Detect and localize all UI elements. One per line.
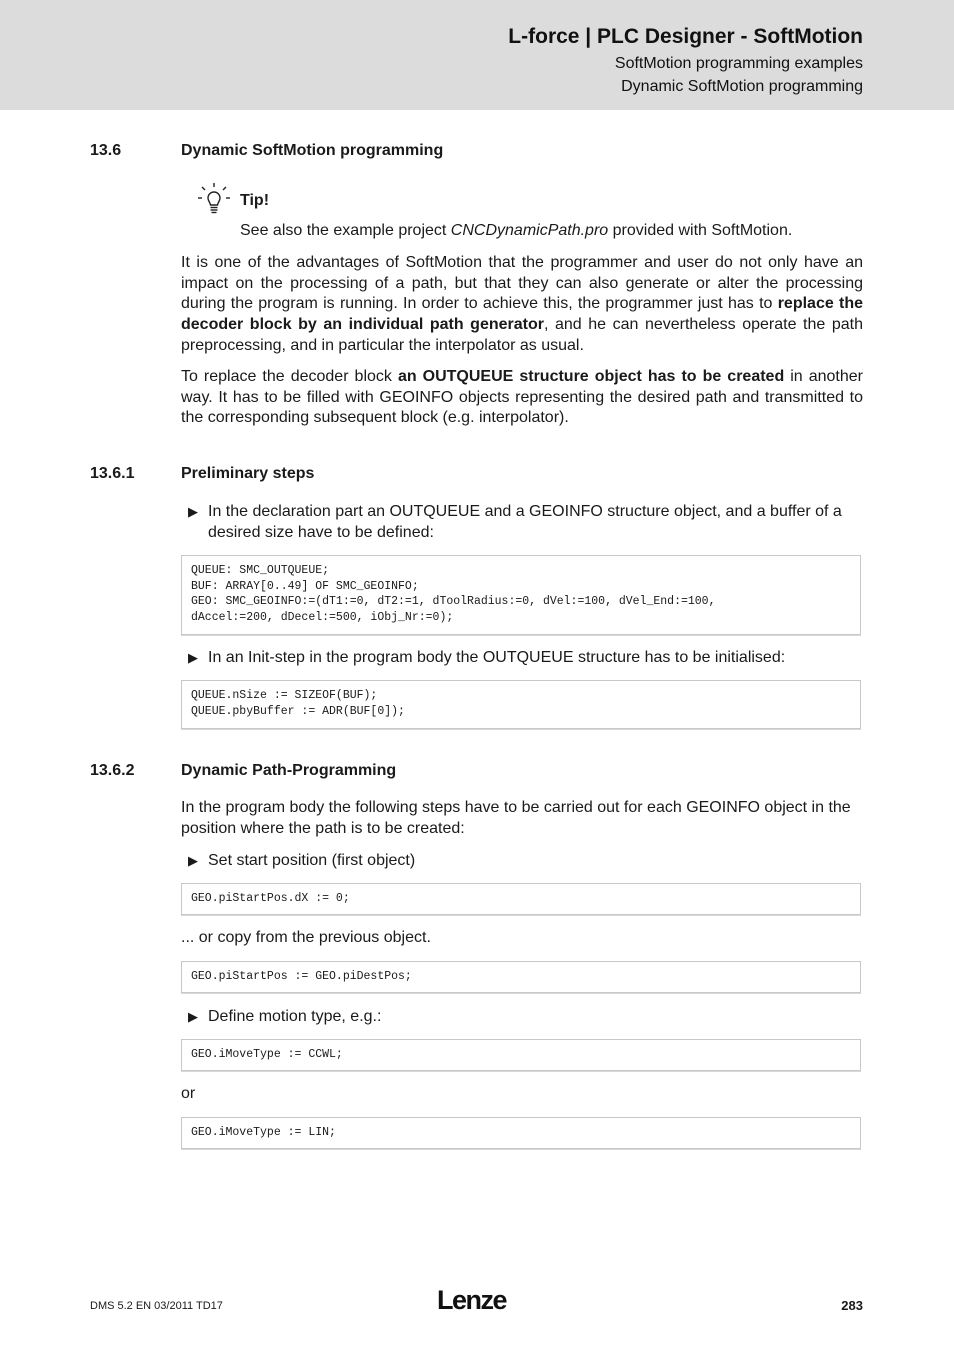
section-title: Dynamic SoftMotion programming	[181, 142, 444, 159]
list-item	[188, 1006, 863, 1027]
list-item-text: In the declaration part an OUTQUEUE and a GEOINFO structure object, and a buffer of a desired size have to be defined:	[208, 503, 842, 541]
page-header	[0, 0, 954, 110]
code-block: QUEUE: SMC_OUTQUEUE; BUF: ARRAY[0..49] OF SMC_GEOINFO; GEO: SMC_GEOINFO:=(dT1:=0, dT2:=1, dToolRadius:=0, dVel:=100, dVel_End:=100, dAccel:=200, dDecel:=500, iObj_Nr:=0);	[181, 555, 861, 635]
tip-text: See also the example project CNCDynamicPath.pro provided with SoftMotion.	[240, 222, 793, 239]
header-title: L-force | PLC Designer - SoftMotion	[508, 25, 863, 48]
code-block: GEO.iMoveType := LIN;	[181, 1117, 861, 1149]
code-block: QUEUE.nSize := SIZEOF(BUF); QUEUE.pbyBuffer := ADR(BUF[0]);	[181, 680, 861, 729]
list-item-text: In an Init-step in the program body the OUTQUEUE structure has to be initialised:	[208, 649, 786, 666]
intro-paragraph: It is one of the advantages of SoftMotion that the programmer and user do not only have an impact on the processing of a path, but that they can also generate or alter the processing during the program is running. In order to achieve this, the programmer just has to replace the decoder block by an individual path generator, and he can nevertheless operate the path preprocessing, and in particular the interpolator as usual.	[181, 254, 864, 354]
header-subtitle-section: Dynamic SoftMotion programming	[621, 78, 863, 95]
list-item	[188, 501, 863, 543]
code-block: GEO.piStartPos.dX := 0;	[181, 883, 861, 915]
triangle-right-icon: ▶	[188, 650, 198, 665]
or-text: or	[181, 1085, 196, 1102]
triangle-right-icon: ▶	[188, 504, 198, 519]
subsection-title: Dynamic Path-Programming	[181, 762, 397, 779]
page-number: 283	[841, 1298, 863, 1313]
header-subtitle-chapter: SoftMotion programming examples	[614, 55, 863, 72]
triangle-right-icon: ▶	[188, 853, 198, 868]
lenze-logo	[437, 1286, 517, 1314]
list-item-text: Define motion type, e.g.:	[208, 1008, 382, 1025]
subsection-number: 13.6.1	[90, 465, 135, 482]
outqueue-paragraph: To replace the decoder block an OUTQUEUE structure object has to be created in another way. It has to be filled with GEOINFO objects representing the desired path and transmitted to the corresponding subsequent block (e.g. interpolator).	[181, 368, 863, 427]
code-block: GEO.piStartPos := GEO.piDestPos;	[181, 961, 861, 993]
copy-note: ... or copy from the previous object.	[181, 929, 431, 946]
subsection-title: Preliminary steps	[181, 465, 315, 482]
tip-label: Tip!	[240, 192, 270, 209]
lightbulb-icon	[197, 182, 231, 216]
subsection-number: 13.6.2	[90, 762, 135, 779]
list-item	[188, 647, 863, 668]
svg-text:Lenze: Lenze	[437, 1286, 507, 1314]
footer-doc-id: DMS 5.2 EN 03/2011 TD17	[90, 1300, 223, 1312]
steps-intro-paragraph: In the program body the following steps have to be carried out for each GEOINFO object in the position where the path is to be created:	[181, 799, 851, 837]
list-item-text: Set start position (first object)	[208, 852, 416, 869]
triangle-right-icon: ▶	[188, 1009, 198, 1024]
code-block: GEO.iMoveType := CCWL;	[181, 1039, 861, 1071]
list-item	[188, 850, 863, 871]
section-number: 13.6	[90, 142, 122, 159]
